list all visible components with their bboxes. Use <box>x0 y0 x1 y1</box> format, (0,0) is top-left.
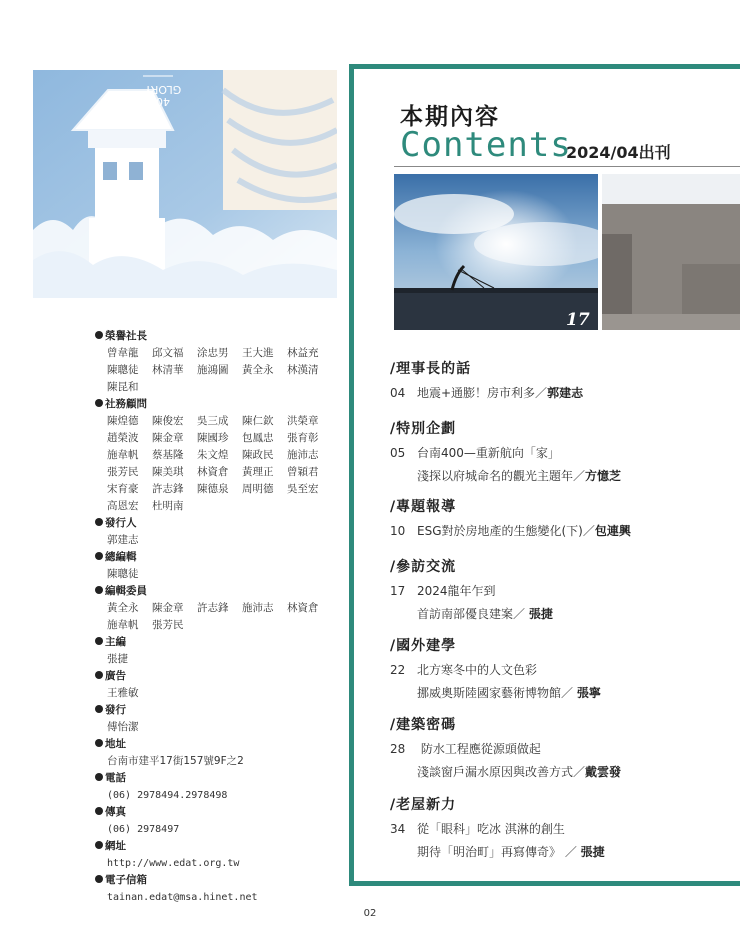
masthead-heading-label: 編輯委員 <box>105 585 147 597</box>
toc-entry[interactable] <box>390 820 740 837</box>
bullet-icon <box>95 637 103 645</box>
bullet-icon <box>95 841 103 849</box>
bullet-icon <box>95 807 103 815</box>
masthead-heading <box>95 515 340 532</box>
masthead-name: 宋育豪 <box>107 483 139 495</box>
bullet-icon <box>95 518 103 526</box>
masthead-heading <box>95 838 340 855</box>
masthead-name: 施沛志 <box>242 602 274 614</box>
toc-page-number: 04 <box>390 386 406 400</box>
masthead-heading <box>95 770 340 787</box>
masthead-name: 施鴻圖 <box>197 364 229 376</box>
toc-article-title: 從「眼科」吃冰 淇淋的創生 <box>417 822 565 836</box>
masthead-heading-label: 榮譽社長 <box>105 330 147 342</box>
toc-page-number: 28 <box>390 742 406 756</box>
masthead-value: (06) 2978497 <box>107 824 180 835</box>
masthead-name: 許志鋒 <box>197 602 229 614</box>
toc-author: 張捷 <box>528 607 553 621</box>
toc-entry[interactable] <box>390 740 740 757</box>
masthead-heading <box>95 872 340 889</box>
header-divider <box>394 166 740 167</box>
bullet-icon <box>95 552 103 560</box>
masthead-heading <box>95 583 340 600</box>
masthead <box>95 328 340 906</box>
masthead-name: 陳俊宏 <box>152 415 184 427</box>
cover-caption-number: 40 <box>156 95 170 108</box>
masthead-name: 包鳳忠 <box>242 432 274 444</box>
toc-page-number: 22 <box>390 663 406 677</box>
masthead-name: 蔡基隆 <box>152 449 184 461</box>
masthead-name: 陳金章 <box>152 432 184 444</box>
masthead-value: 郭建志 <box>107 534 139 546</box>
masthead-heading <box>95 549 340 566</box>
toc-section <box>390 794 740 860</box>
masthead-heading <box>95 668 340 685</box>
masthead-value: 張捷 <box>107 653 128 665</box>
masthead-name: 吳三成 <box>197 415 229 427</box>
masthead-name: 許志鋒 <box>152 483 184 495</box>
masthead-heading-label: 網址 <box>105 840 126 852</box>
toc-article-title: 地震+通膨！房市利多／ <box>417 386 548 400</box>
toc-section <box>390 556 740 622</box>
masthead-name: 周明德 <box>242 483 274 495</box>
toc-author: 張捷 <box>580 845 605 859</box>
toc-section-title: /專題報導 <box>390 499 457 515</box>
museum-photo <box>602 174 740 330</box>
toc-entry[interactable] <box>390 522 740 539</box>
toc-author: 張寧 <box>576 686 601 700</box>
masthead-name: 陳聰徒 <box>107 364 139 376</box>
cover-illustration <box>33 70 337 298</box>
bullet-icon <box>95 739 103 747</box>
masthead-heading-label: 總編輯 <box>105 551 137 563</box>
toc-author: 方憶芝 <box>585 469 622 483</box>
toc-author: 包連興 <box>594 524 631 538</box>
photo-page-badge: 17 <box>566 310 590 330</box>
bullet-icon <box>95 331 103 339</box>
masthead-name: 張芳民 <box>107 466 139 478</box>
masthead-name: 施韋帆 <box>107 449 139 461</box>
masthead-name: 陳昆和 <box>107 381 139 393</box>
masthead-name: 趙榮波 <box>107 432 139 444</box>
masthead-heading <box>95 396 340 413</box>
issue-date: 2024/04出刊 <box>566 143 671 162</box>
masthead-heading-label: 電子信箱 <box>105 874 147 886</box>
masthead-value: 台南市建平17街157號9F之2 <box>107 755 244 767</box>
masthead-heading <box>95 702 340 719</box>
masthead-value: 傅怡潔 <box>107 721 139 733</box>
masthead-name: 陳國珍 <box>197 432 229 444</box>
toc-entry[interactable] <box>390 467 740 484</box>
page-number: 02 <box>363 908 377 919</box>
masthead-heading <box>95 804 340 821</box>
toc-section-title: /建築密碼 <box>390 717 457 733</box>
masthead-name: 林資倉 <box>197 466 229 478</box>
masthead-name: 朱文煌 <box>197 449 229 461</box>
masthead-heading-label: 發行人 <box>105 517 137 529</box>
masthead-heading-label: 發行 <box>105 704 126 716</box>
masthead-name: 陳德泉 <box>197 483 229 495</box>
toc-article-title: 北方寒冬中的人文色彩 <box>417 663 538 677</box>
toc-section <box>390 418 740 484</box>
masthead-name: 施沛志 <box>287 449 319 461</box>
masthead-name: 杜明南 <box>152 500 184 512</box>
masthead-name-list <box>95 600 340 634</box>
masthead-name-list <box>95 413 340 515</box>
masthead-name: 林益充 <box>287 347 319 359</box>
masthead-name: 陳金章 <box>152 602 184 614</box>
masthead-name: 林資倉 <box>287 602 319 614</box>
masthead-heading <box>95 736 340 753</box>
toc-section <box>390 714 740 780</box>
masthead-heading-label: 廣告 <box>105 670 126 682</box>
toc-article-title: 台南400—重新航向「家」 <box>417 446 560 460</box>
page-title: 本期內容 <box>400 104 500 130</box>
bridge-photo <box>394 174 598 330</box>
toc-entry[interactable] <box>390 684 740 701</box>
masthead-value: http://www.edat.org.tw <box>107 858 240 869</box>
masthead-name: 涂忠男 <box>197 347 229 359</box>
masthead-name: 黃全永 <box>107 602 139 614</box>
toc-section-title: /老屋新力 <box>390 797 457 813</box>
toc-page-number: 10 <box>390 524 406 538</box>
toc-article-title: 淺談窗戶漏水原因與改善方式／ <box>417 765 586 779</box>
toc-article-title: 2024龍年乍到 <box>417 584 496 598</box>
masthead-name: 林漢清 <box>287 364 319 376</box>
toc-page-number: 17 <box>390 584 406 598</box>
masthead-heading-label: 地址 <box>105 738 126 750</box>
masthead-name: 黃全永 <box>242 364 274 376</box>
toc-section-title: /特別企劃 <box>390 421 457 437</box>
masthead-value: tainan.edat@msa.hinet.net <box>107 892 258 903</box>
toc-article-title: ESG對於房地產的生態變化(下)／ <box>417 524 595 538</box>
toc-article-title: 防水工程應從源頭做起 <box>417 742 541 756</box>
masthead-name: 陳仁欽 <box>242 415 274 427</box>
masthead-name: 張育彰 <box>287 432 319 444</box>
masthead-heading-label: 社務顧問 <box>105 398 147 410</box>
masthead-name: 林清華 <box>152 364 184 376</box>
toc-article-title: 挪威奧斯陸國家藝術博物館／ <box>417 686 577 700</box>
masthead-heading <box>95 634 340 651</box>
toc-section <box>390 496 740 539</box>
masthead-value: 陳聰徒 <box>107 568 139 580</box>
bullet-icon <box>95 399 103 407</box>
toc-entry[interactable] <box>390 843 740 860</box>
toc-article-title: 淺探以府城命名的觀光主題年／ <box>417 469 586 483</box>
masthead-name: 高恩宏 <box>107 500 139 512</box>
bullet-icon <box>95 586 103 594</box>
toc-section-title: /參訪交流 <box>390 559 457 575</box>
masthead-heading-label: 電話 <box>105 772 126 784</box>
toc-page-number: 34 <box>390 822 406 836</box>
toc-page-number: 05 <box>390 446 406 460</box>
toc-section-title: /國外建學 <box>390 638 457 654</box>
masthead-heading-label: 傳真 <box>105 806 126 818</box>
masthead-heading-label: 主編 <box>105 636 126 648</box>
toc-entry[interactable] <box>390 582 740 599</box>
masthead-name: 吳至宏 <box>287 483 319 495</box>
masthead-name: 王大進 <box>242 347 274 359</box>
toc-article-title: 期待「明治町」再寫傳奇》 ／ <box>417 845 581 859</box>
masthead-value: 王雅敏 <box>107 687 139 699</box>
contents-heading: Contents <box>400 125 572 165</box>
masthead-name: 陳政民 <box>242 449 274 461</box>
cover-caption: GLORY <box>144 83 182 96</box>
masthead-name: 邱文福 <box>152 347 184 359</box>
masthead-name: 洪榮章 <box>287 415 319 427</box>
toc-entry[interactable] <box>390 444 740 461</box>
bullet-icon <box>95 705 103 713</box>
masthead-name-list <box>95 345 340 396</box>
masthead-name: 施韋帆 <box>107 619 139 631</box>
masthead-name: 張芳民 <box>152 619 184 631</box>
toc-entry[interactable] <box>390 763 740 780</box>
masthead-value: (06) 2978494.2978498 <box>107 790 228 801</box>
toc-section-title: /理事長的話 <box>390 361 472 377</box>
bullet-icon <box>95 875 103 883</box>
toc-article-title: 首訪南部優良建案／ <box>417 607 529 621</box>
masthead-name: 曾穎君 <box>287 466 319 478</box>
toc-author: 戴雲發 <box>585 765 622 779</box>
toc-entry[interactable] <box>390 384 740 401</box>
toc-section <box>390 358 740 401</box>
toc-author: 郭建志 <box>547 386 584 400</box>
toc-entry[interactable] <box>390 661 740 678</box>
toc-entry[interactable] <box>390 605 740 622</box>
toc-section <box>390 635 740 701</box>
bullet-icon <box>95 671 103 679</box>
bullet-icon <box>95 773 103 781</box>
masthead-heading <box>95 328 340 345</box>
masthead-name: 陳煌德 <box>107 415 139 427</box>
masthead-name: 陳美琪 <box>152 466 184 478</box>
masthead-name: 黃理正 <box>242 466 274 478</box>
masthead-name: 曾韋龍 <box>107 347 139 359</box>
